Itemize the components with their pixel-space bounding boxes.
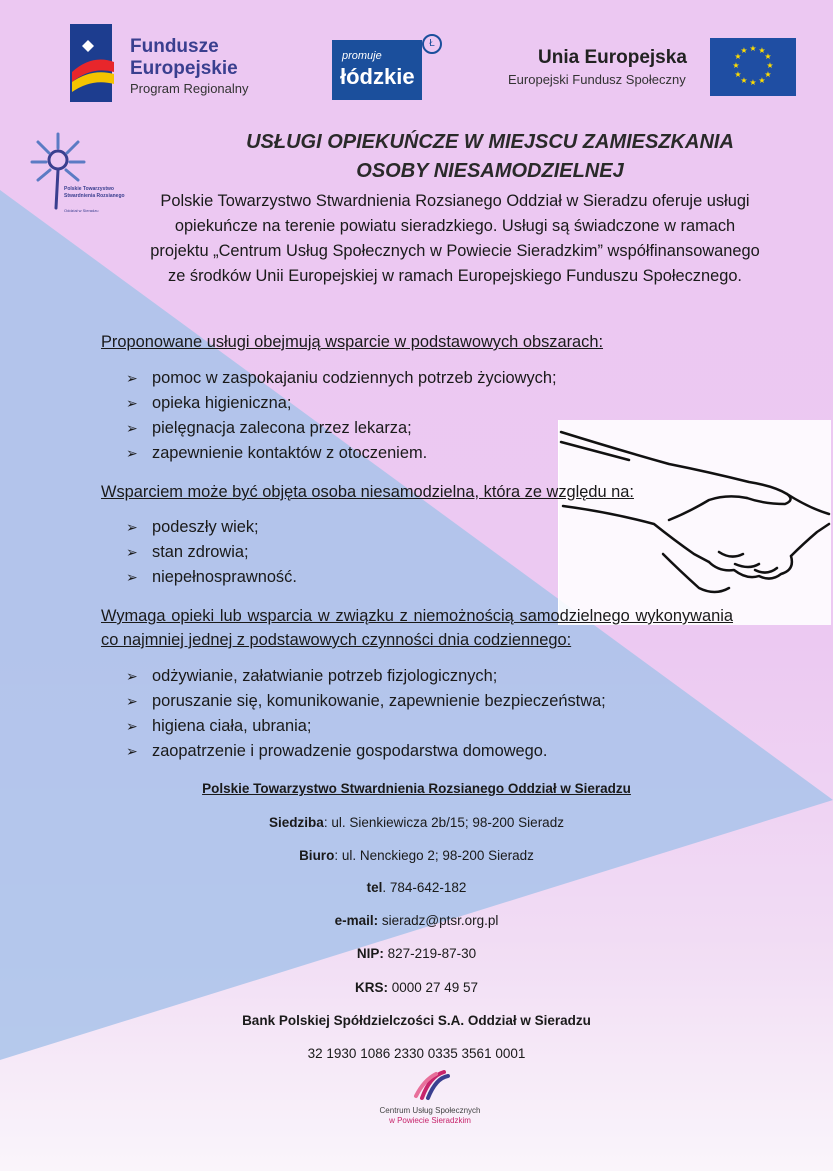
footer-nip: NIP: 827-219-87-30: [356, 946, 477, 961]
footer-account: 32 1930 1086 2330 0335 3561 0001: [307, 1046, 526, 1061]
arrow-bullet-icon: ➢: [126, 370, 138, 386]
fe-subtitle: Program Regionalny: [130, 81, 249, 96]
footer-org-name: Polskie Towarzystwo Stwardnienia Rozsianego Oddział w Sieradzu: [202, 781, 631, 796]
ptsr-logo: [22, 128, 142, 218]
cus-location: w Powiecie Sieradzkim: [389, 1116, 471, 1125]
needs-list: [126, 664, 606, 764]
arrow-bullet-icon: ➢: [126, 519, 138, 535]
svg-text:★: ★: [764, 70, 772, 79]
svg-text:★: ★: [749, 44, 757, 53]
footer-email: e-mail: sieradz@ptsr.org.pl: [334, 913, 499, 928]
ptsr-figure-icon: [22, 128, 92, 218]
svg-text:★: ★: [740, 46, 748, 55]
svg-text:★: ★: [749, 78, 757, 87]
list-item: ➢ niepełnosprawność.: [126, 565, 297, 590]
ptsr-branch: Oddział w Sieradzu: [64, 208, 99, 213]
list-item: ➢ stan zdrowia;: [126, 540, 297, 565]
list-item: ➢ higiena ciała, ubrania;: [126, 714, 606, 739]
arrow-bullet-icon: ➢: [126, 569, 138, 585]
svg-text:★: ★: [732, 61, 740, 70]
fe-star-icon: [70, 24, 120, 102]
header-logos: [0, 0, 833, 110]
needs-heading: Wymaga opieki lub wsparcia w związku z niemożnością samodzielnego wykonywania co najmniej jednej z podstawowych czynności dnia codziennego:: [101, 607, 733, 649]
cus-name: Centrum Usług Społecznych: [379, 1106, 481, 1115]
arrow-bullet-icon: ➢: [126, 743, 138, 759]
page-title-line1: USŁUGI OPIEKUŃCZE W MIEJSCU ZAMIESZKANIA: [246, 131, 734, 153]
arrow-bullet-icon: ➢: [126, 420, 138, 436]
footer-bank: Bank Polskiej Spółdzielczości S.A. Oddział w Sieradzu: [242, 1013, 591, 1028]
handshake-icon: [559, 420, 831, 625]
footer-office: Biuro: ul. Nenckiego 2; 98-200 Sieradz: [299, 848, 534, 863]
list-item: ➢ podeszły wiek;: [126, 515, 297, 540]
arrow-bullet-icon: ➢: [126, 718, 138, 734]
svg-text:★: ★: [734, 70, 742, 79]
services-list: [126, 366, 557, 466]
arrow-bullet-icon: ➢: [126, 395, 138, 411]
ue-title: Unia Europejska: [538, 47, 687, 68]
ptsr-name: Polskie Towarzystwo Stwardnienia Rozsianego: [64, 186, 125, 199]
list-item: ➢ pomoc w zaspokajaniu codziennych potrzeb życiowych;: [126, 366, 557, 391]
arrow-bullet-icon: ➢: [126, 544, 138, 560]
lodzkie-mark-icon: Ł: [422, 34, 442, 54]
list-item: ➢ zaopatrzenie i prowadzenie gospodarstwa domowego.: [126, 739, 606, 764]
page-title-line2: OSOBY NIESAMODZIELNEJ: [356, 160, 624, 182]
handshake-image: [558, 420, 831, 625]
cus-logo: [360, 1066, 500, 1136]
footer-seat: Siedziba: ul. Sienkiewicza 2b/15; 98-200 Sieradz: [269, 815, 564, 830]
eligibility-list: [126, 515, 297, 590]
fe-title: Fundusze Europejskie: [130, 36, 238, 79]
list-item: ➢ poruszanie się, komunikowanie, zapewnienie bezpieczeństwa;: [126, 689, 606, 714]
list-item: ➢ odżywianie, załatwianie potrzeb fizjologicznych;: [126, 664, 606, 689]
svg-text:★: ★: [740, 76, 748, 85]
arrow-bullet-icon: ➢: [126, 445, 138, 461]
svg-text:★: ★: [758, 76, 766, 85]
svg-text:★: ★: [734, 52, 742, 61]
intro-paragraph: Polskie Towarzystwo Stwardnienia Rozsianego Oddział w Sieradzu oferuje usługi opiekuńcze na terenie powiatu sieradzkiego. Usługi są świadczone w ramach projektu „Centrum Usług Społecznych w Powiecie Sieradzkim” współfinansowanego ze środków Unii Europejskiej w ramach Europejskiego Funduszu Społecznego.: [150, 192, 760, 285]
eu-flag-icon: [710, 38, 796, 96]
svg-text:★: ★: [764, 52, 772, 61]
svg-text:★: ★: [758, 46, 766, 55]
eligibility-heading: Wsparciem może być objęta osoba niesamodzielna, która ze względu na:: [101, 483, 634, 501]
fundusze-europejskie-logo: [70, 24, 270, 104]
footer-krs: KRS: 0000 27 49 57: [354, 980, 479, 995]
promuje-lodzkie-logo: promuje łódzkie: [332, 40, 422, 100]
ue-subtitle: Europejski Fundusz Społeczny: [508, 72, 686, 87]
services-heading: Proponowane usługi obejmują wsparcie w podstawowych obszarach:: [101, 333, 604, 351]
arrow-bullet-icon: ➢: [126, 693, 138, 709]
cus-swoosh-icon: [360, 1066, 500, 1104]
list-item: ➢ zapewnienie kontaktów z otoczeniem.: [126, 441, 557, 466]
list-item: ➢ pielęgnacja zalecona przez lekarza;: [126, 416, 557, 441]
arrow-bullet-icon: ➢: [126, 668, 138, 684]
footer-phone: tel. 784-642-182: [366, 880, 467, 895]
list-item: ➢ opieka higieniczna;: [126, 391, 557, 416]
svg-text:★: ★: [766, 61, 774, 70]
